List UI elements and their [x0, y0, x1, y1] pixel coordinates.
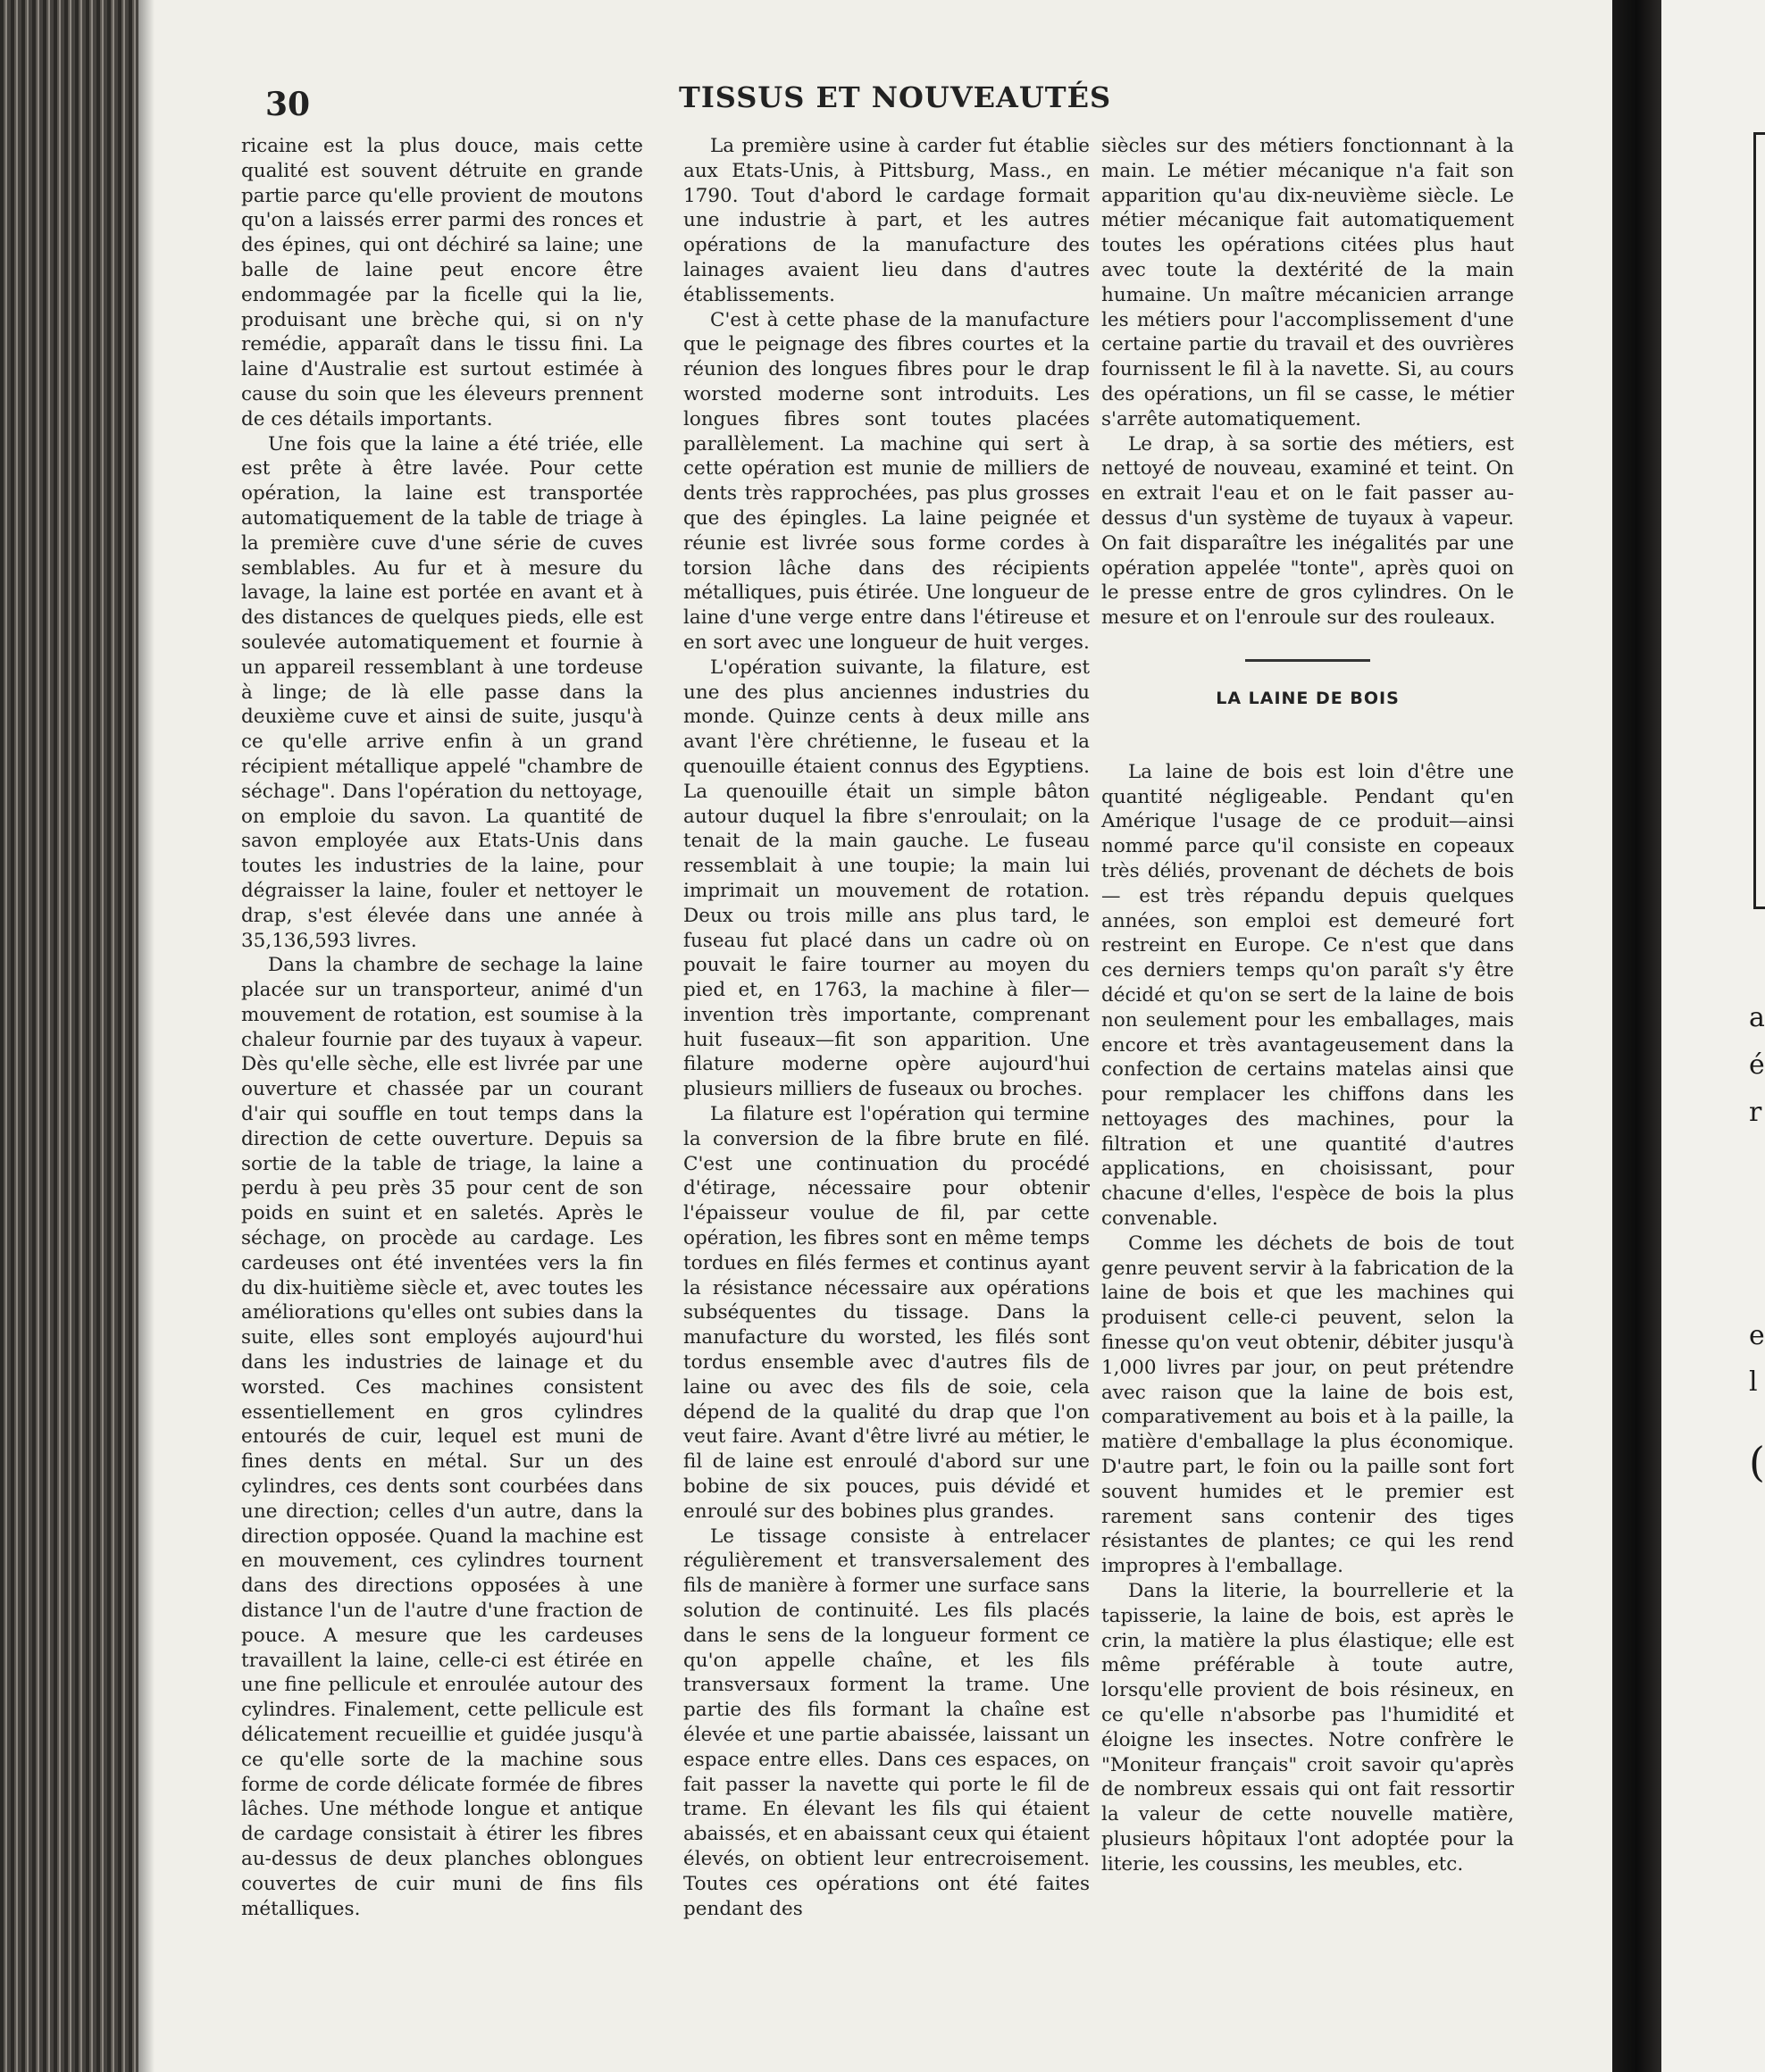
facing-page-edge: [1661, 0, 1765, 2072]
section-divider: [1245, 659, 1370, 662]
page-shadow: [138, 0, 155, 2072]
paragraph: La première usine à carder fut établie aux Etats-Unis, à Pittsburg, Mass., en 1790. Tout d'abord le cardage formait une industrie à part, et les autres opérations de la manufacture des lainages avaient lieu dans d'autres établissements.: [683, 135, 1090, 306]
paragraph: Comme les déchets de bois de tout genre peuvent servir à la fabrication de la laine de bois et que les machines qui produisent celle-ci peuvent, selon la finesse qu'on veut obtenir, débiter jusqu'à 1,000 livres par jour, on peut prétendre avec raison que la laine de bois est, comparativement au bois et à la paille, la matière d'emballage la plus économique. D'autre part, le foin ou la paille sont fort souvent humides et le premier est rarement sans contenir des tiges résistantes de plantes; ce qui les rend impropres à l'emballage.: [1101, 1232, 1514, 1578]
paragraph: La laine de bois est loin d'être une quantité négligeable. Pendant qu'en Amérique l'usage de ce produit—ainsi nommé parce qu'il consiste en copeaux très déliés, provenant de déchets de bois — est très répandu depuis quelques années, son emploi est demeuré fort restreint en Europe. Ce n'est que dans ces derniers temps qu'on paraît s'y être décidé et qu'on se sert de la laine de bois non seulement pour les emballages, mais encore et très avantageusement dans la confection de certains matelas ainsi que pour remplacer les chiffons dans les nettoyages des machines, pour la filtration et une quantité d'autres applications, en choisissant, pour chacune d'elles, l'espèce de bois la plus convenable.: [1101, 760, 1514, 1231]
text-column-2: [683, 134, 1090, 1921]
page-number: 30: [265, 86, 311, 123]
facing-page-fragment: e: [1749, 1320, 1765, 1351]
text-column-1: [241, 134, 643, 1921]
paragraph: ricaine est la plus douce, mais cette qualité est souvent détruite en grande partie parce qu'elle provient de moutons qu'on a laissés errer parmi des ronces et des épines, qui ont déchiré sa laine; une balle de laine peut encore être endommagée par la ficelle qui la lie, produisant une brèche qui, si on n'y remédie, apparaît dans le tissu fini. La laine d'Australie est surtout estimée à cause du soin que les éleveurs prennent de ces détails importants.: [241, 135, 643, 430]
facing-page-fragment: l: [1749, 1366, 1758, 1398]
facing-page-box-corner-top: [1753, 132, 1765, 135]
paragraph: Une fois que la laine a été triée, elle est prête à être lavée. Pour cette opération, la laine est transportée automatiquement de la table de triage à la première cuve d'une série de cuves semblables. Au fur et à mesure du lavage, la laine est portée en avant et à des distances de quelques pieds, elle est soulevée automatiquement et fournie à un appareil ressemblant à une tordeuse à linge; de là elle passe dans la deuxième cuve et ainsi de suite, jusqu'à ce qu'elle arrive enfin à un grand récipient métallique appelé "chambre de séchage". Dans l'opération du nettoyage, on emploie du savon. La quantité de savon employée aux Etats-Unis dans toutes les industries de la laine, pour dégraisser la laine, fouler et nettoyer le drap, s'est élevée dans une année à 35,136,593 livres.: [241, 432, 643, 952]
facing-page-fragment: é: [1749, 1049, 1765, 1081]
facing-page-fragment: (: [1749, 1438, 1765, 1486]
facing-page-box-corner-bottom: [1753, 906, 1765, 909]
running-title: TISSUS ET NOUVEAUTÉS: [679, 80, 1112, 114]
facing-page-fragment: r: [1749, 1097, 1762, 1128]
paragraph: Le drap, à sa sortie des métiers, est nettoyé de nouveau, examiné et teint. On en extrait l'eau et on le fait passer au-dessus d'un système de tuyaux à vapeur. On fait disparaître les inégalités par une opération appelée "tonte", après quoi on le presse entre de gros cylindres. On le mesure et on l'enroule sur des rouleaux.: [1101, 432, 1514, 630]
facing-page-fragment: a: [1749, 1002, 1765, 1033]
facing-page-box-border: [1753, 132, 1756, 909]
book-binding-edge: [0, 0, 138, 2072]
paragraph: La filature est l'opération qui termine la conversion de la fibre brute en filé. C'est une continuation du procédé d'étirage, nécessaire pour obtenir l'épaisseur voulue de fil, par cette opération, les fibres sont en même temps tordues en filés fermes et continus ayant la résistance nécessaire aux opérations subséquentes du tissage. Dans la manufacture du worsted, les filés sont tordus ensemble avec d'autres fils de laine ou avec des fils de soie, cela dépend de la qualité du drap que l'on veut faire. Avant d'être livré au métier, le fil de laine est enroulé d'abord sur une bobine de six pouces, puis dévidé et enroulé sur des bobines plus grandes.: [683, 1103, 1090, 1523]
text-column-3: [1101, 134, 1514, 1877]
section-title: LA LAINE DE BOIS: [1216, 688, 1400, 708]
paragraph: siècles sur des métiers fonctionnant à la main. Le métier mécanique n'a fait son apparition qu'au dix-neuvième siècle. Le métier mécanique fait automatiquement toutes les opérations citées plus haut avec toute la dextérité de la main humaine. Un maître mécanicien arrange les métiers pour l'accomplissement d'une certaine partie du travail et des ouvrières fournissent le fil à la navette. Si, au cours des opérations, un fil se casse, le métier s'arrête automatiquement.: [1101, 135, 1514, 430]
book-gutter: [1612, 0, 1661, 2072]
paragraph: Dans la literie, la bourrellerie et la tapisserie, la laine de bois, est après le crin, la matière la plus élastique; elle est même préférable à toute autre, lorsqu'elle provient de bois résineux, en ce qu'elle n'absorbe pas l'humidité et éloigne les insectes. Notre confrère le "Moniteur français" croit savoir qu'après de nombreux essais qui ont fait ressortir la valeur de cette nouvelle matière, plusieurs hôpitaux l'ont adoptée pour la literie, les coussins, les meubles, etc.: [1101, 1580, 1514, 1876]
paragraph: C'est à cette phase de la manufacture que le peignage des fibres courtes et la réunion des longues fibres pour le drap worsted moderne sont introduits. Les longues fibres sont toutes placées parallèlement. La machine qui sert à cette opération est munie de milliers de dents très rapprochées, pas plus grosses que des épingles. La laine peignée et réunie est livrée sous forme cordes à torsion lâche dans des récipients métalliques, puis étirée. Une longueur de laine d'une verge entre dans l'étireuse et en sort avec une longueur de huit verges.: [683, 308, 1090, 654]
paragraph: Dans la chambre de sechage la laine placée sur un transporteur, animé d'un mouvement de rotation, est soumise à la chaleur fournie par des tuyaux à vapeur. Dès qu'elle sèche, elle est livrée par une ouverture et chassée par un courant d'air qui souffle en tout temps dans la direction de cette ouverture. Depuis sa sortie de la table de triage, la laine a perdu à peu près 35 pour cent de son poids en suint et en saletés. Après le séchage, on procède au cardage. Les cardeuses ont été inventées vers la fin du dix-huitième siècle et, avec toutes les améliorations qu'elles ont subies dans la suite, elles sont employés aujourd'hui dans les industries de lainage et du worsted. Ces machines consistent essentiellement en gros cylindres entourés de cuir, lequel est muni de fines dents en métal. Sur un des cylindres, ces dents sont courbées dans une direction; celles d'un autre, dans la direction opposée. Quand la machine est en mouvement, ces cylindres tournent dans des directions opposées à une distance l'un de l'autre d'une fraction de pouce. A mesure que les cardeuses travaillent la laine, celle-ci est étirée en une fine pellicule et enroulée autour des cylindres. Finalement, cette pellicule est délicatement recueillie et guidée jusqu'à ce qu'elle sorte de la machine sous forme de corde délicate formée de fibres lâches. Une méthode longue et antique de cardage consistait à étirer les fibres au-dessus de deux planches oblongues couvertes de cuir muni de fins fils métalliques.: [241, 954, 643, 1920]
paragraph: L'opération suivante, la filature, est une des plus anciennes industries du monde. Quinze cents à deux mille ans avant l'ère chrétienne, le fuseau et la quenouille étaient connus des Egyptiens. La quenouille était un simple bâton autour duquel la fibre s'enroulait; on la tenait de la main gauche. Le fuseau ressemblait à une toupie; la main lui imprimait un mouvement de rotation. Deux ou trois mille ans plus tard, le fuseau fut placé dans un cadre où on pouvait le faire tourner au moyen du pied et, en 1763, la machine à filer—invention très importante, comprenant huit fuseaux—fit son apparition. Une filature moderne opère aujourd'hui plusieurs milliers de fuseaux ou broches.: [683, 656, 1090, 1101]
paragraph: Le tissage consiste à entrelacer régulièrement et transversalement des fils de manière à former une surface sans solution de continuité. Les fils placés dans le sens de la longueur forment ce qu'on appelle chaîne, et les fils transversaux forment la trame. Une partie des fils formant la chaîne est élevée et une partie abaissée, laissant un espace entre elles. Dans ces espaces, on fait passer la navette qui porte le fil de trame. En élevant les fils qui étaient abaissés, et en abaissant ceux qui étaient élevés, on obtient leur entrecroisement. Toutes ces opérations ont été faites pendant des: [683, 1525, 1090, 1920]
